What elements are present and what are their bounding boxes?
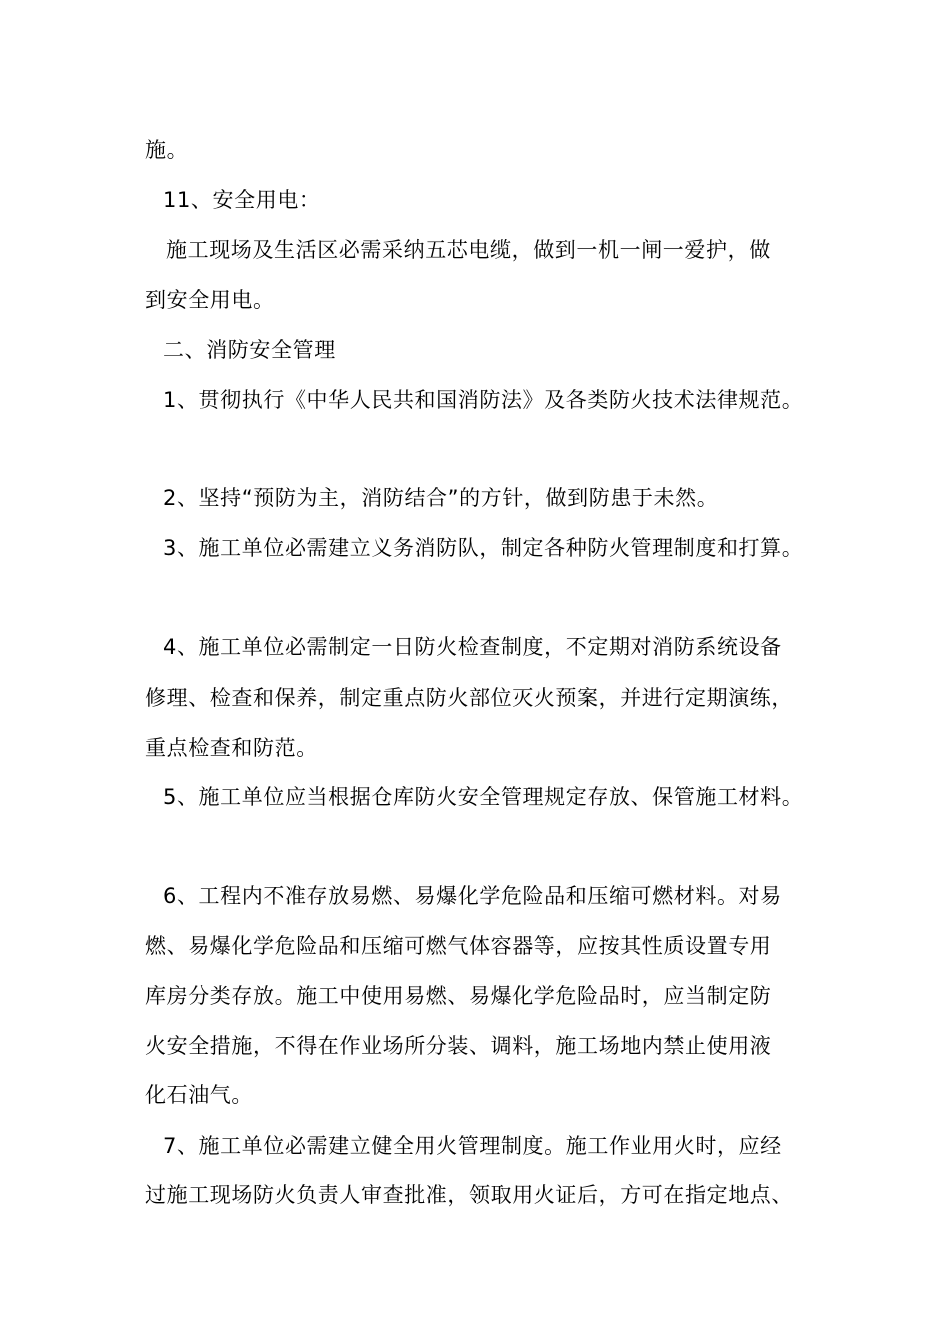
text-line: 到安全用电。 bbox=[145, 288, 275, 312]
text-line: 重点检查和防范。 bbox=[145, 736, 318, 760]
section-heading: 二、消防安全管理 bbox=[163, 338, 336, 362]
text-line: 库房分类存放。施工中使用易燃、易爆化学危险品时，应当制定防 bbox=[145, 984, 772, 1008]
list-item: 3、施工单位必需建立义务消防队，制定各种防火管理制度和打算。 bbox=[163, 536, 804, 560]
list-item: 2、坚持“预防为主，消防结合”的方针，做到防患于未然。 bbox=[163, 486, 719, 510]
text-line: 施工现场及生活区必需采纳五芯电缆，做到一机一闸一爱护，做 bbox=[166, 238, 771, 262]
list-item: 7、施工单位必需建立健全用火管理制度。施工作业用火时，应经 bbox=[163, 1134, 782, 1158]
section-heading: 11、安全用电： bbox=[163, 188, 321, 212]
text-line: 过施工现场防火负责人审查批准，领取用火证后，方可在指定地点、 bbox=[145, 1183, 793, 1207]
text-line: 修理、检查和保养，制定重点防火部位灭火预案，并进行定期演练， bbox=[145, 686, 793, 710]
list-item: 6、工程内不准存放易燃、易爆化学危险品和压缩可燃材料。对易 bbox=[163, 884, 782, 908]
text-line: 施。 bbox=[145, 138, 189, 162]
list-item: 1、贯彻执行《中华人民共和国消防法》及各类防火技术法律规范。 bbox=[163, 388, 804, 412]
text-line: 化石油气。 bbox=[145, 1083, 253, 1107]
text-line: 燃、易爆化学危险品和压缩可燃气体容器等，应按其性质设置专用 bbox=[145, 934, 772, 958]
text-line: 火安全措施，不得在作业场所分装、调料，施工场地内禁止使用液 bbox=[145, 1034, 772, 1058]
list-item: 5、施工单位应当根据仓库防火安全管理规定存放、保管施工材料。 bbox=[163, 785, 804, 809]
list-item: 4、施工单位必需制定一日防火检查制度，不定期对消防系统设备 bbox=[163, 635, 782, 659]
